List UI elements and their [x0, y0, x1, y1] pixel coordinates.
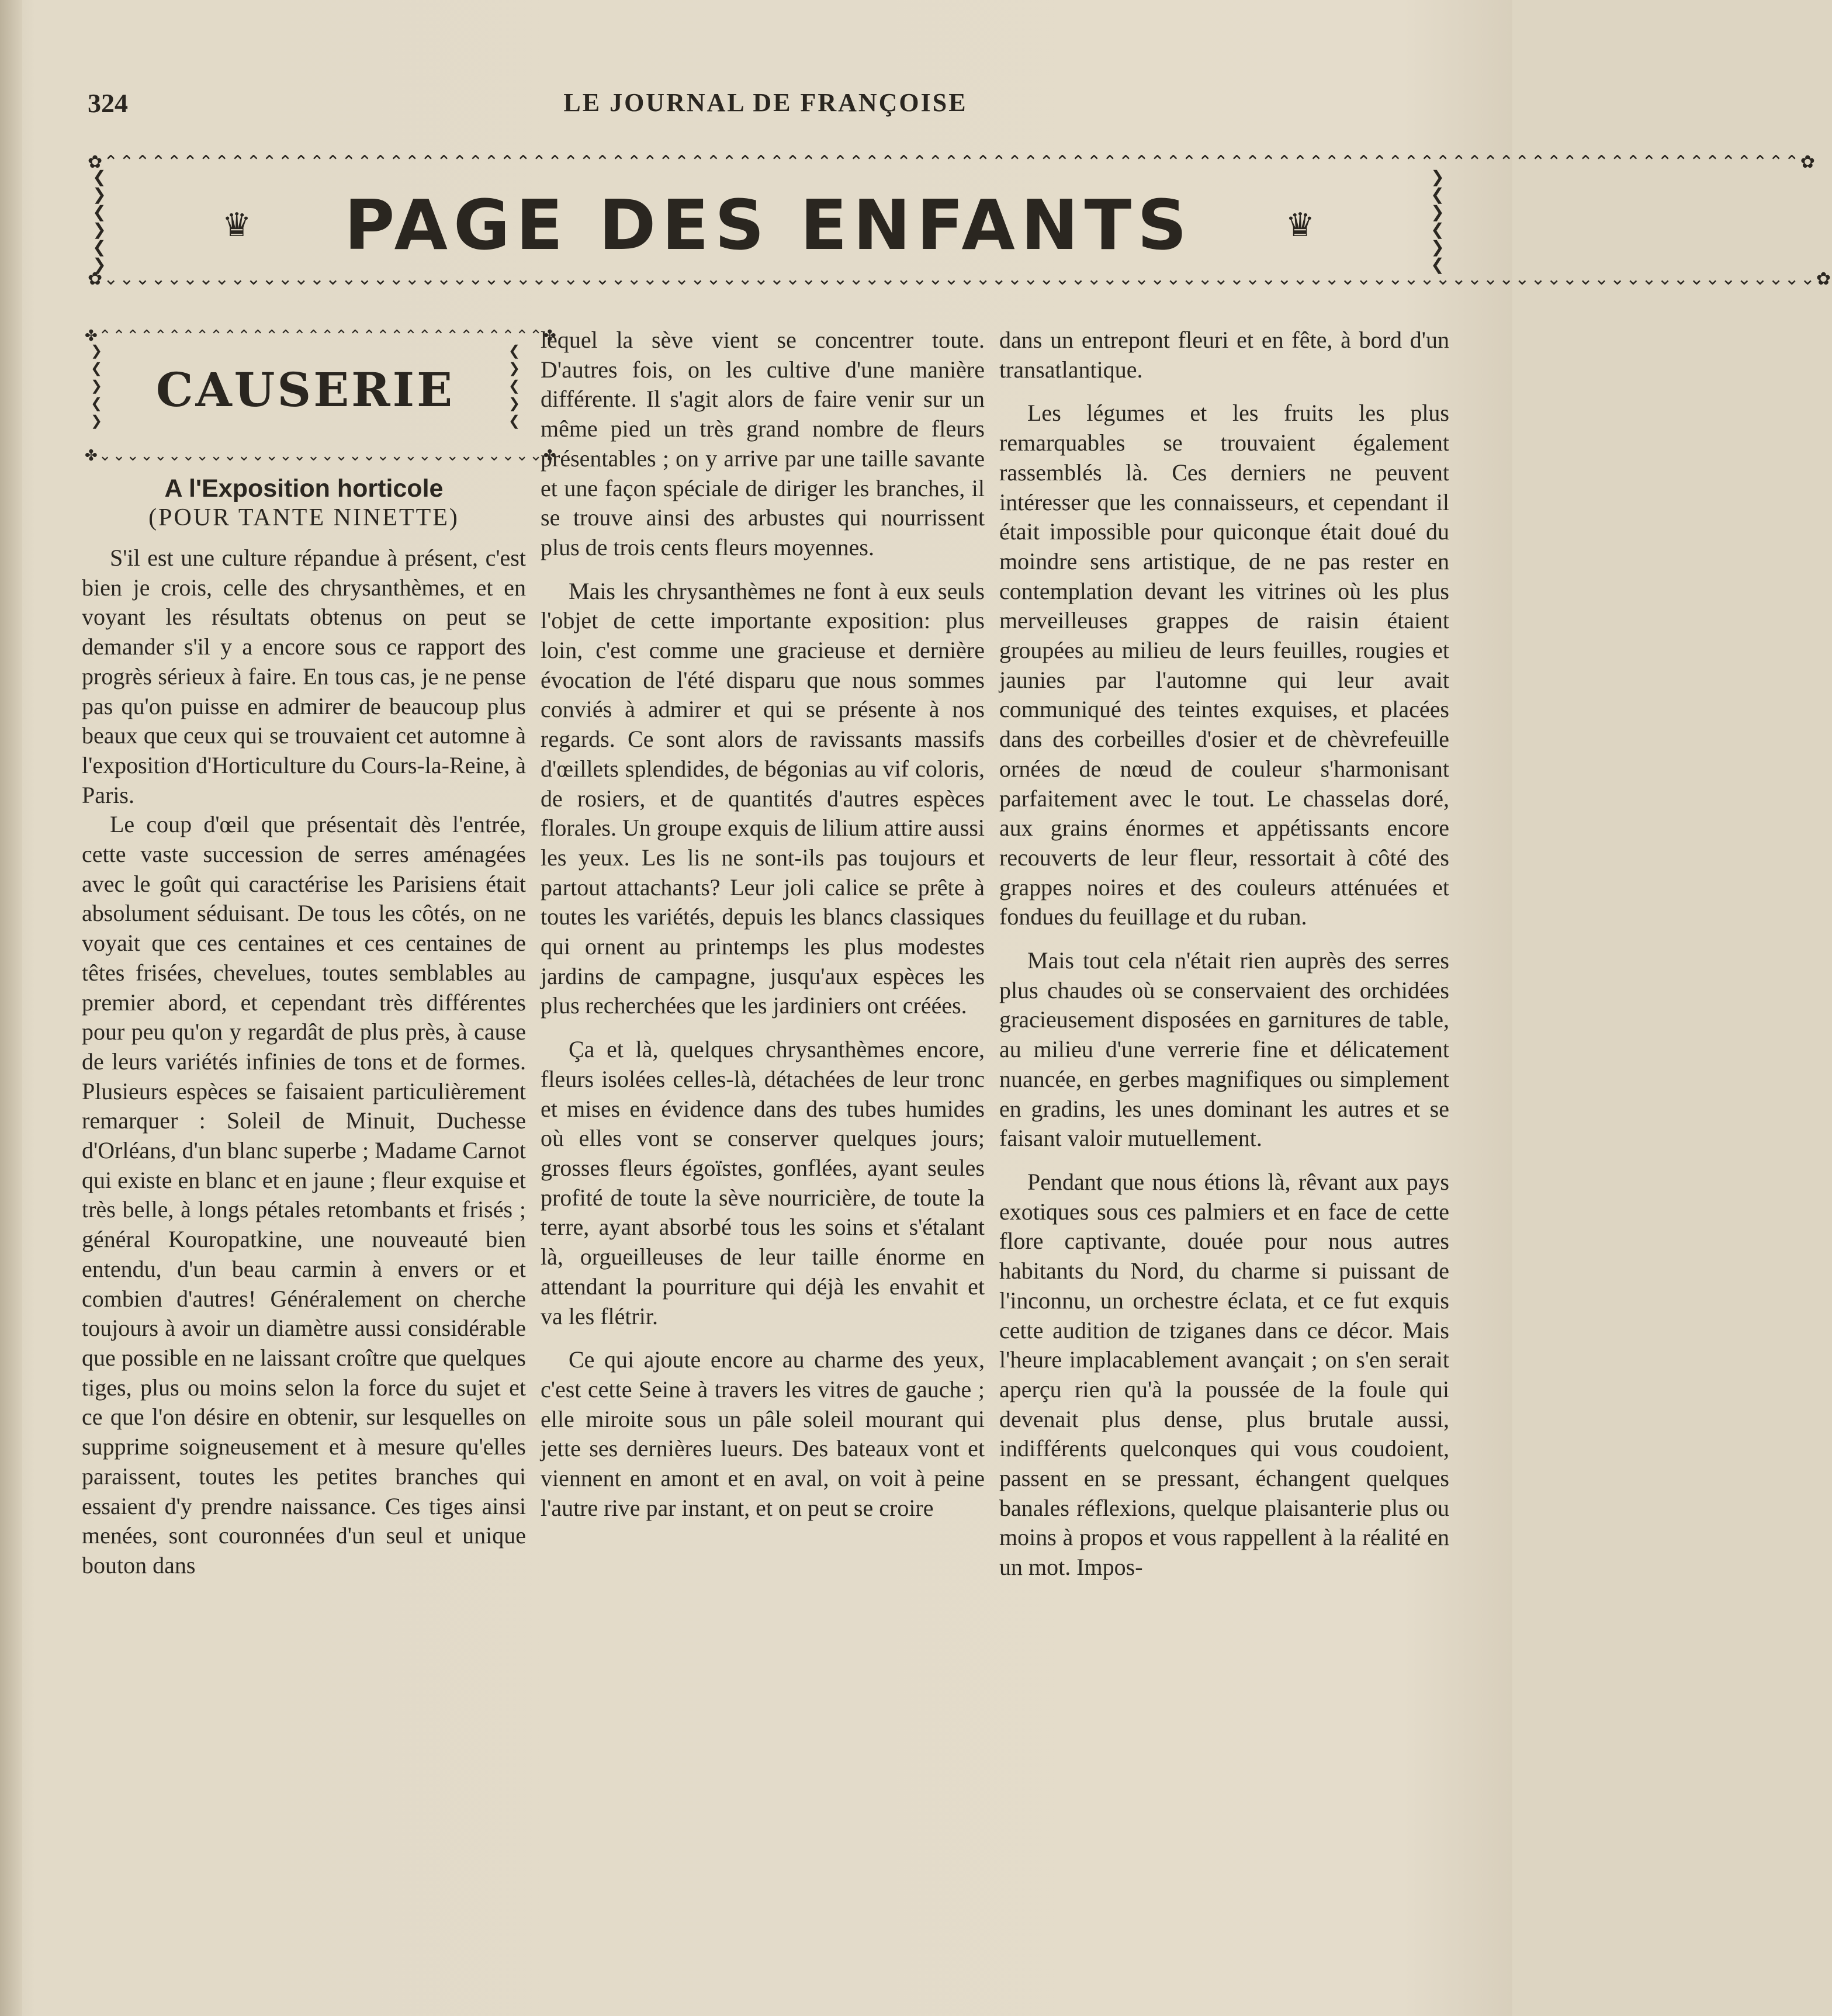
causerie-bottom-border-icon: ✤⌄⌄⌄⌄⌄⌄⌄⌄⌄⌄⌄⌄⌄⌄⌄⌄⌄⌄⌄⌄⌄⌄⌄⌄⌄⌄⌄⌄⌄⌄⌄⌄✤	[85, 447, 557, 465]
running-header	[88, 88, 1443, 129]
paragraph: dans un entrepont fleuri et en fête, à bord d'un transatlantique.	[999, 327, 1449, 383]
article-dedication: (POUR TANTE NINETTE)	[148, 504, 459, 531]
paragraph: Le coup d'œil que présentait dès l'entrée, cette vaste succession de serres aménagées avec le goût qui caractérise les Parisiens était absolument séduisant. De tous les côtés, on ne voyait que ces centaines et ces centaines de têtes frisées, chevelues, toutes semblables au premier abord, et cependant très différentes pour peu qu'on y regardât de plus près, à cause de leurs variétés infinies de tons et de formes. Plusieurs espèces se faisaient particulièrement remarquer : Soleil de Minuit, Duchesse d'Orléans, d'un blanc superbe ; Madame Carnot qui existe en blanc et en jaune ; fleur exquise et très belle, à longs pétales retombants et frisés ; général Kouropatkine, une nouveauté bien entendu, d'un beau carmin à envers or et combien d'autres! Généralement on cherche toujours à avoir un diamètre aussi considérable que possible en ne laissant croître que quelques tiges, plus ou moins selon la force du sujet et ce que l'on désire en obtenir, sur lesquelles on supprime soigneusement et à mesure qu'elles paraissent, toutes les petites branches qui essaient d'y prendre naissance. Ces tiges ainsi menées, sont couronnées d'un seul et unique bouton dans	[82, 811, 526, 1578]
causerie-right-border-icon: ❮ ❯ ❮ ❯ ❮	[508, 342, 521, 429]
paragraph: Mais tout cela n'était rien auprès des serres plus chaudes où se conservaient des orchidées gracieusement disposées en garnitures de table, au milieu d'une verrerie fine et délicatement nuancée, en gerbes magnifiques ou simplement en gradins, les unes dominant les autres et se faisant valoir mutuellement.	[999, 947, 1449, 1152]
banner-bottom-border-icon: ✿⌄⌄⌄⌄⌄⌄⌄⌄⌄⌄⌄⌄⌄⌄⌄⌄⌄⌄⌄⌄⌄⌄⌄⌄⌄⌄⌄⌄⌄⌄⌄⌄⌄⌄⌄⌄⌄⌄⌄⌄⌄⌄⌄⌄⌄⌄⌄⌄⌄⌄⌄⌄⌄⌄⌄⌄⌄⌄⌄⌄⌄⌄⌄⌄⌄⌄⌄⌄⌄⌄⌄⌄⌄⌄⌄⌄⌄⌄⌄⌄⌄⌄⌄⌄⌄⌄⌄⌄⌄⌄⌄⌄⌄⌄⌄⌄⌄⌄⌄⌄⌄⌄⌄⌄⌄⌄⌄⌄✿	[88, 269, 1832, 289]
page-number: 324	[88, 88, 128, 118]
crown-icon: ♛	[1285, 206, 1315, 244]
causerie-top-border-icon: ✤⌃⌃⌃⌃⌃⌃⌃⌃⌃⌃⌃⌃⌃⌃⌃⌃⌃⌃⌃⌃⌃⌃⌃⌃⌃⌃⌃⌃⌃⌃⌃⌃✤	[85, 327, 557, 345]
text-column-3	[999, 325, 1449, 1582]
text-column-1	[82, 543, 526, 1581]
text-column-2	[541, 325, 985, 1523]
banner-title: PAGE DES ENFANTS	[344, 185, 1193, 265]
paragraph: lequel la sève vient se concentrer toute. D'autres fois, on les cultive d'une manière différente. Il s'agit alors de faire venir sur un même pied un très grand nombre de fleurs présentables ; on y arrive par une taille savante et une façon spéciale de diriger les branches, il se trouve ainsi des arbustes qui nourrissent plus de trois cents fleurs moyennes.	[541, 327, 985, 560]
paragraph: Ce qui ajoute encore au charme des yeux, c'est cette Seine à travers les vitres de gauche ; elle miroite sous un pâle soleil mourant qui jette ses dernières lueurs. Des bateaux vont et viennent en amont et en aval, on voit à peine l'autre rive par instant, et on peut se croire	[541, 1346, 985, 1521]
page-gutter	[0, 0, 22, 2016]
article-heading: A l'Exposition horticole	[164, 474, 444, 503]
section-title: CAUSERIE	[155, 362, 455, 417]
journal-title: LE JOURNAL DE FRANÇOISE	[563, 88, 968, 117]
paragraph: Ça et là, quelques chrysanthèmes encore, fleurs isolées celles-là, détachées de leur tronc et mises en évidence dans des tubes humides où elles vont se conserver quelques jours; grosses fleurs égoïstes, gonflées, ayant seules profité de toute la sève nourricière, de toute la terre, ayant absorbé tous les soins et s'étalant là, orgueilleuses de leur taille énorme en attendant la pourriture qui déjà les envahit et va les flétrir.	[541, 1036, 985, 1329]
causerie-heading-box	[85, 324, 557, 470]
banner-left-border-icon: ❮ ❯ ❮ ❯ ❮ ❯	[92, 167, 106, 274]
crown-icon: ♛	[222, 206, 252, 244]
section-banner	[88, 151, 1832, 291]
paragraph: Pendant que nous étions là, rêvant aux pays exotiques sous ces palmiers et en face de cette flore captivante, douée pour nous autres habitants du Nord, du charme si puissant de l'inconnu, un orchestre éclata, et ce fut exquis cette audition de tziganes dans ce décor. Mais l'heure implacablement avançait ; on s'en serait aperçu rien qu'à la poussée de la foule qui devenait plus dense, plus brutale aussi, indifférents quelconques qui vous coudoient, passent en se pressant, échangent quelques banales réflexions, quelque plaisanterie plus ou moins à propos et vous rappellent à la réalité en un mot. Impos-	[999, 1168, 1449, 1581]
paragraph: S'il est une culture répandue à présent, c'est bien je crois, celle des chrysanthèmes, et en voyant les résultats obtenus on peut se demander s'il y a encore sous ce rapport des progrès sérieux à faire. En tous cas, je ne pense pas qu'on puisse en admirer de beaucoup plus beaux que ceux qui se trouvaient cet automne à l'exposition d'Horticulture du Cours-la-Reine, à Paris.	[82, 545, 526, 808]
paragraph: Mais les chrysanthèmes ne font à eux seuls l'objet de cette importante exposition: plus loin, c'est comme une gracieuse et dernière évocation de l'été disparu que nous sommes conviés à admirer et qui se présente à nos regards. Ce sont alors de ravissants massifs d'œillets splendides, de bégonias au vif coloris, de rosiers, et de quantités d'autres espèces florales. Un groupe exquis de lilium attire aussi les yeux. Les lis ne sont-ils pas toujours et partout attachants? Leur joli calice se prête à toutes les variétés, depuis les blancs classiques qui ornent au printemps les plus modestes jardins de campagne, jusqu'aux espèces les plus recherchées que les jardiniers ont créées.	[541, 577, 985, 1019]
causerie-left-border-icon: ❯ ❮ ❯ ❮ ❯	[90, 342, 103, 429]
banner-right-border-icon: ❯ ❮ ❯ ❮ ❯ ❮	[1431, 167, 1445, 274]
paragraph: Les légumes et les fruits les plus remarquables se trouvaient également rassemblés là. Ces derniers ne peuvent intéresser que les connaisseurs, et cependant il était impossible pour quiconque était doué du moindre sens artistique, de ne pas rester en contemplation devant les vitrines où les plus merveilleuses grappes de raisin étaient groupées au milieu de leurs feuilles, rougies et jaunies par l'automne qui leur avait communiqué des teintes exquises, et placées dans des corbeilles d'osier et de chèvrefeuille ornées de nœud de couleur s'harmonisant parfaitement avec le tout. Le chasselas doré, aux grains énormes et appétissants encore recouverts de leur fleur, ressortait à côté des grappes noires et des couleurs atténuées et fondues du feuillage et du ruban.	[999, 400, 1449, 930]
banner-top-border-icon: ✿⌃⌃⌃⌃⌃⌃⌃⌃⌃⌃⌃⌃⌃⌃⌃⌃⌃⌃⌃⌃⌃⌃⌃⌃⌃⌃⌃⌃⌃⌃⌃⌃⌃⌃⌃⌃⌃⌃⌃⌃⌃⌃⌃⌃⌃⌃⌃⌃⌃⌃⌃⌃⌃⌃⌃⌃⌃⌃⌃⌃⌃⌃⌃⌃⌃⌃⌃⌃⌃⌃⌃⌃⌃⌃⌃⌃⌃⌃⌃⌃⌃⌃⌃⌃⌃⌃⌃⌃⌃⌃⌃⌃⌃⌃⌃⌃⌃⌃⌃⌃⌃⌃⌃⌃⌃⌃⌃✿	[88, 152, 1816, 172]
